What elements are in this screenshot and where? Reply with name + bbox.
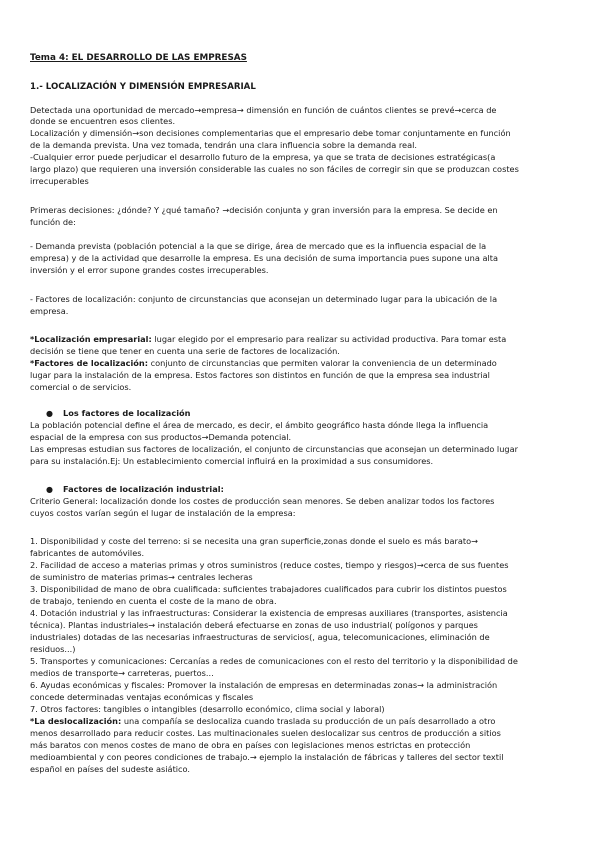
bullet-icon: ● — [46, 409, 53, 418]
bullet-heading-text: Los factores de localización — [63, 408, 191, 418]
text-line: español en países del sudeste asiático. — [30, 764, 191, 774]
list-item: 4. Dotación industrial y las infraestructuras: Considerar la existencia de empresas auxiliares (transportes, asistencia — [30, 608, 508, 618]
section-heading: 1.- LOCALIZACIÓN Y DIMENSIÓN EMPRESARIAL — [30, 82, 256, 92]
text-line: Las empresas estudian sus factores de localización, el conjunto de circunstancias que aconsejan un determinado lugar — [30, 444, 518, 454]
list-item: industriales) dotadas de las necesarias infraestructuras de servicios(, agua, telecomunicaciones, eliminación de — [30, 632, 490, 642]
text-line: medioambiental y con peores condiciones de trabajo.→ ejemplo la instalación de fábricas y talleres del sector textil — [30, 752, 504, 762]
text-line: Criterio General: localización donde los costes de producción sean menores. Se deben analizar todos los factores — [30, 496, 495, 506]
list-item: 7. Otros factores: tangibles o intangibles (desarrollo económico, clima social y laboral) — [30, 704, 385, 714]
definition-term: *Localización empresarial: — [30, 334, 152, 344]
definition-text: lugar elegido por el empresario para realizar su actividad productiva. Para tomar esta — [151, 334, 507, 344]
list-item: de suministro de materias primas→ centrales lecheras — [30, 572, 253, 582]
definition-term: *La deslocalización: — [30, 716, 122, 726]
text-line — [30, 716, 575, 727]
list-item: 2. Facilidad de acceso a materias primas y otros suministros (reduce costes, tiempo y riesgos)→cerca de sus fuentes — [30, 560, 509, 570]
list-item: 3. Disponibilidad de mano de obra cualificada: suficientes trabajadores cualificados para cubrir los distintos puestos — [30, 584, 507, 594]
text-line: - Demanda prevista (población potencial a la que se dirige, área de mercado que es la influencia espacial de la — [30, 241, 487, 251]
list-item: fabricantes de automóviles. — [30, 548, 145, 558]
bullet-heading-text: Factores de localización industrial: — [63, 484, 224, 494]
text-line: comercial o de servicios. — [30, 382, 132, 392]
text-line: - Factores de localización: conjunto de circunstancias que aconsejan un determinado lugar para la ubicación de la — [30, 294, 498, 304]
text-line: menos desarrollado para reducir costes. Las multinacionales suelen deslocalizar sus centros de producción a sitios — [30, 728, 501, 738]
text-line: -Cualquier error puede perjudicar el desarrollo futuro de la empresa, ya que se trata de decisiones estratégicas(a — [30, 152, 496, 162]
list-item: concede determinadas ventajas económicas y fiscales — [30, 692, 254, 702]
text-line: función de: — [30, 217, 76, 227]
text-line — [30, 358, 575, 369]
list-item: 5. Transportes y comunicaciones: Cercanías a redes de comunicaciones con el resto del territorio y la disponibilidad de — [30, 656, 518, 666]
text-line: lugar para la instalación de la empresa. Estos factores son distintos en función de que la empresa sea industrial — [30, 370, 490, 380]
definition-text: conjunto de circunstancias que permiten valorar la conveniencia de un determinado — [148, 358, 497, 368]
bullet-icon: ● — [46, 485, 53, 494]
document-title: Tema 4: EL DESARROLLO DE LAS EMPRESAS — [30, 53, 247, 63]
list-item: residuos...) — [30, 644, 76, 654]
text-line: decisión se tiene que tener en cuenta una serie de factores de localización. — [30, 346, 340, 356]
text-line: Detectada una oportunidad de mercado→empresa→ dimensión en función de cuántos clientes se prevé→cerca de — [30, 105, 497, 115]
list-item: medios de transporte→ carreteras, puertos... — [30, 668, 214, 678]
definition-term: *Factores de localización: — [30, 358, 148, 368]
text-line: de la demanda prevista. Una vez tomada, tendrán una clara influencia sobre la demanda real. — [30, 140, 417, 150]
list-item: 6. Ayudas económicas y fiscales: Promover la instalación de empresas en determinadas zonas→ la administración — [30, 680, 498, 690]
text-line — [30, 334, 575, 345]
text-line: empresa. — [30, 306, 69, 316]
text-line: para su instalación.Ej: Un establecimiento comercial influirá en la proximidad a sus consumidores. — [30, 456, 434, 466]
list-item: 1. Disponibilidad y coste del terreno: si se necesita una gran superficie,zonas donde el suelo es más barato→ — [30, 536, 478, 546]
text-line: inversión y el error supone grandes costes irrecuperables. — [30, 265, 269, 275]
text-line: cuyos costos varían según el lugar de instalación de la empresa: — [30, 508, 296, 518]
definition-text: una compañía se deslocaliza cuando traslada su producción de un país desarrollado a otro — [121, 716, 496, 726]
text-line: Localización y dimensión→son decisiones complementarias que el empresario debe tomar conjuntamente en función — [30, 128, 511, 138]
list-item: de trabajo, teniendo en cuenta el coste de la mano de obra. — [30, 596, 277, 606]
text-line: empresa) y de la actividad que desarrolle la empresa. Es una decisión de suma importancia pues supone una alta — [30, 253, 499, 263]
text-line: largo plazo) que requieren una inversión considerable las cuales no son fáciles de corregir sin que se produzcan costes — [30, 164, 519, 174]
text-line: más baratos con menos costes de mano de obra en países con legislaciones menos estrictas en protección — [30, 740, 471, 750]
text-line: Primeras decisiones: ¿dónde? Y ¿qué tamaño? →decisión conjunta y gran inversión para la empresa. Se decide en — [30, 205, 498, 215]
list-item: técnica). Plantas industriales→ instalación deberá efectuarse en zonas de uso industrial( polígonos y parques — [30, 620, 478, 630]
text-line: La población potencial define el área de mercado, es decir, el ámbito geográfico hasta dónde llega la influencia — [30, 420, 489, 430]
text-line: donde se encuentren esos clientes. — [30, 116, 176, 126]
text-line: espacial de la empresa con sus productos→Demanda potencial. — [30, 432, 292, 442]
text-line: irrecuperables — [30, 176, 89, 186]
